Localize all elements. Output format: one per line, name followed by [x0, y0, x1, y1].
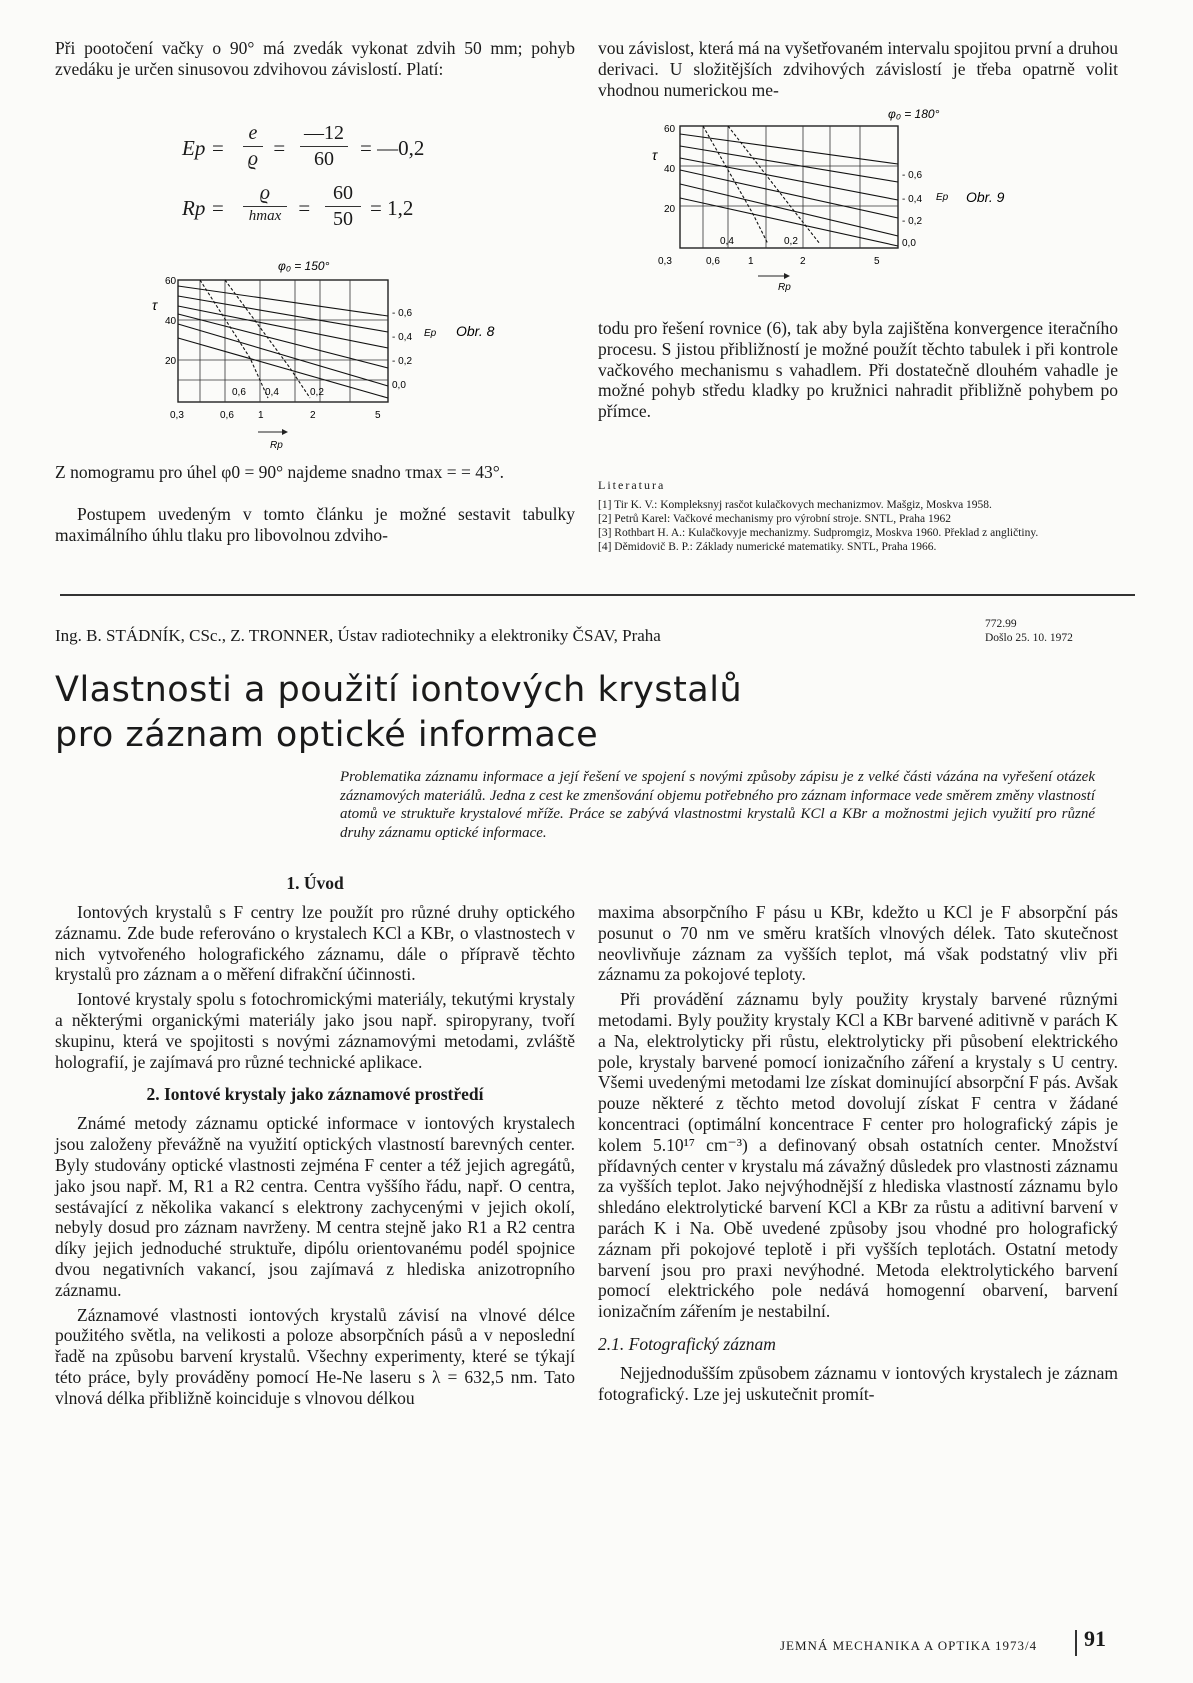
- article-title-line: Vlastnosti a použití iontových krystalů: [55, 670, 743, 710]
- fig8-rp-label: Rp: [270, 440, 283, 451]
- article-authors: Ing. B. STÁDNÍK, CSc., Z. TRONNER, Ústav radiotechniky a elektroniky ČSAV, Praha: [55, 626, 661, 645]
- right-column-paragraph-2: todu pro řešení rovnice (6), tak aby byla zajištěna konvergence iteračního procesu. S jistou přibližností je možné použít těchto tabulek i při kontrole vačkového mechanismu s vahadlem. Při dostatečně dlouhém vahadle je možné pohyb středu kladky po kružnici nahradit přibližně pohybem po přímce.: [598, 318, 1118, 422]
- section-2-paragraph: Záznamové vlastnosti iontových krystalů závisí na vlnové délce použitého světla, na velikosti a poloze absorpčních pásů a v neposlední řadě na způsobu barvení krystalů. Všechny experimenty, které se týkají této práce, byly prováděny pomocí He-Ne laseru s λ = 632,5 nm. Tato vlnová délka přibližně koinciduje s vlnovou délkou: [55, 1304, 575, 1408]
- eq2-fraction-bar: [243, 206, 287, 207]
- fig9-caption: Obr. 9: [966, 189, 1005, 205]
- eq1-fraction-bar: [243, 146, 263, 147]
- tables-paragraph: Postupem uvedeným v tomto článku je možné sestavit tabulky maximálního úhlu tlaku pro libovolnou zdviho-: [55, 504, 575, 545]
- fig8-x-tick: 2: [310, 410, 316, 421]
- fig8-tau-label: τ: [152, 297, 158, 313]
- fig8-ep-tick: - 0,4: [392, 332, 413, 343]
- journal-footer: JEMNÁ MECHANIKA A OPTIKA 1973/4: [780, 1638, 1038, 1653]
- fig8-inner-label: 0,6: [232, 387, 246, 398]
- article-udc: 772.99: [985, 618, 1017, 630]
- section-2-paragraph: Při provádění záznamu byly použity krystaly barvené různými metodami. Byly použity krystaly KCl a KBr barvené aditivně v parách K a Na, elektrolyticky při růstu, elektrolyticky při působení elektrického pole, krystaly barvené pomocí ionizačního záření a krystaly s U centry. Všemi uvedenými metodami lze získat dominující absorpční F pás. Avšak pouze některé z těchto metod dovolují získat F centra v žádané koncentraci (optimální koncentrace F center pro holografický zápis je kolem 5.10¹⁷ cm⁻³) a definovaný obsah ostatních center. Množství přídavných center v krystalu má závažný důsledek pro vlastnosti záznamu za vyšších teplot. Jako nejvýhodnější z hlediska vlastností záznamu bylo shledáno elektrolytické barvení KCl a KBr za růstu a aditivní barvení v parách K i Na. Obě uvedené způsoby jsou vhodné pro holografický záznam při pokojové teplotě i při vyšších teplotách. Ostatní metody barvení jsou pro praxi nevýhodné. Metoda elektrolytického barvení pomocí elektrického pole nedává homogenní obarvení, barvení ionizačním zářením je nestabilní.: [598, 989, 1118, 1322]
- nomogram-figure-9: [648, 104, 1078, 294]
- eq1-denominator-value: 60: [314, 148, 334, 170]
- fig9-y-tick: 60: [664, 124, 676, 135]
- article-right-column: [598, 902, 1118, 1405]
- literature-list: [598, 498, 1118, 554]
- nomogram-result-paragraph: Z nomogramu pro úhel φ0 = 90° najdeme snadno τmax = = 43°.: [55, 462, 505, 482]
- section-1-heading: 1. Úvod: [286, 873, 344, 893]
- literature-item: [2] Petrů Karel: Vačkové mechanismy pro výrobní stroje. SNTL, Praha 1962: [598, 513, 952, 525]
- section-2-paragraph: Známé metody záznamu optické informace v iontových krystalech jsou založeny převážně na využití optických vlastností barevných center. Byly studovány optické vlastnosti zejména F center a též jejich agregátů, jako jsou např. M, R1 a R2 centra. Centra vyššího řádu, např. O centra, sestávající z několika vakancí s elektrony zachycenými v jejich okolí, nebyly dosud pro záznam navrženy. M centra stejně jako R1 a R2 centra díky jejich jednoduché struktuře, dipólu orientovanému podél spojnice dvou negativních vakancí, jsou zajímavá z hlediska anizotropního záznamu.: [55, 1113, 575, 1300]
- fig8-y-tick: 40: [165, 316, 177, 327]
- fig9-y-tick: 40: [664, 164, 676, 175]
- article-left-column: [55, 902, 575, 1409]
- fig9-curves: [680, 126, 898, 246]
- fig9-ep-tick: - 0,4: [902, 194, 923, 205]
- literature-item: [1] Tir K. V.: Kompleksnyj rasčot kulačkovych mechanizmov. Mašgiz, Moskva 1958.: [598, 499, 992, 511]
- fig8-x-tick: 0,6: [220, 410, 234, 421]
- fig8-ep-tick: - 0,6: [392, 308, 413, 319]
- article-title-line: pro záznam optické informace: [55, 715, 599, 755]
- fig9-x-tick: 0,3: [658, 256, 672, 267]
- eq1-denominator: ϱ: [247, 148, 259, 170]
- section-2-paragraph: maxima absorpčního F pásu u KBr, kdežto u KCl je F absorpční pás posunut o 70 nm ve směru kratších vlnových délek. Tato skutečnost neovlivňuje záznam za vyšších teplot, má však podstatný vliv při záznamu za pokojové teploty.: [598, 902, 1118, 985]
- fig9-phi-label: φ₀ = 180°: [888, 107, 940, 121]
- fig9-inner-label: 0,2: [784, 236, 798, 247]
- equation-ep-lhs: Ep =: [182, 136, 225, 160]
- fig8-x-tick: 5: [375, 410, 381, 421]
- eq1-numerator-value: —12: [304, 122, 344, 144]
- eq2-equals: =: [297, 196, 312, 220]
- article-abstract: Problematika záznamu informace a její řešení ve spojení s novými způsoby zápisu je z velké části vázána na vyřešení otázek záznamových materiálů. Jedna z cest ke zmenšování objemu potřebného pro záznam informace vede směrem změny vlastností atomů ve struktuře krystalové mříže. Práce se zabývá vlastnostmi krystalů KCl a KBr a možnostmi jejich využití pro různé druhy záznamu optické informace.: [340, 769, 1095, 841]
- subsection-2-1-heading: 2.1. Fotografický záznam: [598, 1333, 776, 1354]
- eq1-fraction-bar-2: [300, 146, 348, 147]
- literature-title: Literatura: [598, 478, 666, 492]
- fig9-tau-label: τ: [652, 147, 658, 163]
- fig8-rp-arrowhead: [282, 429, 288, 435]
- eq2-denominator-value: 50: [333, 208, 353, 230]
- eq1-result: = —0,2: [360, 136, 425, 160]
- fig9-x-tick: 2: [800, 256, 806, 267]
- fig8-inner-label: 0,2: [310, 387, 324, 398]
- fig9-frame: [680, 126, 898, 248]
- literature-item: [3] Rothbart H. A.: Kulačkovyje mechanizmy. Sudpromgiz, Moskva 1960. Překlad z angličtiny.: [598, 527, 1039, 539]
- fig9-ep-tick: - 0,2: [902, 216, 923, 227]
- fig9-y-tick: 20: [664, 204, 676, 215]
- eq2-fraction-bar-2: [325, 206, 361, 207]
- section-1-paragraph: Iontových krystalů s F centry lze použít pro různé druhy optického záznamu. Zde bude referováno o krystalech KCl a KBr, o vlastnostech v nich vytvořeného holografického záznamu, dále o přípravě těchto krystalů pro záznam a o měření difrakční účinnosti.: [55, 902, 575, 985]
- eq1-numerator: e: [248, 122, 258, 144]
- fig9-inner-label: 0,4: [720, 236, 734, 247]
- fig8-caption: Obr. 8: [456, 323, 495, 339]
- fig9-ep-tick: 0,0: [902, 238, 916, 249]
- fig8-x-tick: 1: [258, 410, 264, 421]
- fig9-x-tick: 5: [874, 256, 880, 267]
- eq2-numerator-value: 60: [333, 182, 353, 204]
- footer-separator: [1075, 1630, 1077, 1656]
- fig8-inner-label: 0,4: [265, 387, 279, 398]
- article-title: [55, 668, 742, 758]
- fig8-ep-tick: - 0,2: [392, 356, 413, 367]
- eq2-result: = 1,2: [370, 196, 414, 220]
- fig9-x-tick: 0,6: [706, 256, 720, 267]
- fig9-grid: [680, 126, 898, 248]
- equation-rp-lhs: Rp =: [182, 196, 225, 220]
- nomogram-figure-8: [150, 258, 550, 458]
- section-divider: [60, 594, 1135, 596]
- section-2-heading: 2. Iontové krystaly jako záznamové prostředí: [146, 1084, 484, 1105]
- eq1-equals: =: [272, 136, 287, 160]
- right-column-paragraph-1: vou závislost, která má na vyšetřovaném intervalu spojitou první a druhou derivaci. U složitějších zdvihových závislostí je třeba opatrně volit vhodnou numerickou me-: [598, 38, 1118, 100]
- fig8-phi-label: φ₀ = 150°: [278, 259, 330, 273]
- fig9-rp-label: Rp: [778, 282, 791, 293]
- fig9-ep-tick: - 0,6: [902, 170, 923, 181]
- page-number: 91: [1084, 1626, 1106, 1651]
- article-received-date: Došlo 25. 10. 1972: [985, 632, 1073, 644]
- fig9-x-tick: 1: [748, 256, 754, 267]
- subsection-2-1-paragraph: Nejjednodušším způsobem záznamu v iontových krystalech je záznam fotografický. Lze jej uskutečnit promít-: [598, 1362, 1118, 1404]
- intro-paragraph: Při pootočení vačky o 90° má zvedák vykonat zdvih 50 mm; pohyb zvedáku je určen sinusovou zdvihovou závislostí. Platí:: [55, 38, 575, 79]
- fig8-y-tick: 60: [165, 276, 177, 287]
- fig9-rp-arrowhead: [784, 273, 790, 279]
- fig9-ep-label: Ep: [936, 192, 949, 203]
- fig8-x-tick: 0,3: [170, 410, 184, 421]
- eq2-denominator: hmax: [248, 208, 282, 224]
- eq2-numerator: ϱ: [259, 182, 271, 204]
- fig8-y-tick: 20: [165, 356, 177, 367]
- fig8-ep-tick: 0,0: [392, 380, 406, 391]
- fig8-ep-label: Ep: [424, 328, 437, 339]
- literature-item: [4] Děmidovič B. P.: Základy numerické matematiky. SNTL, Praha 1966.: [598, 541, 937, 553]
- section-1-paragraph: Iontové krystaly spolu s fotochromickými materiály, tekutými krystaly a některými organickými materiály jako jsou např. spiropyrany, tvoří skupinu, která ve spojitosti s novými záznamovými metodami, zvláště holografií, je zajímavá pro různé technické aplikace.: [55, 989, 575, 1072]
